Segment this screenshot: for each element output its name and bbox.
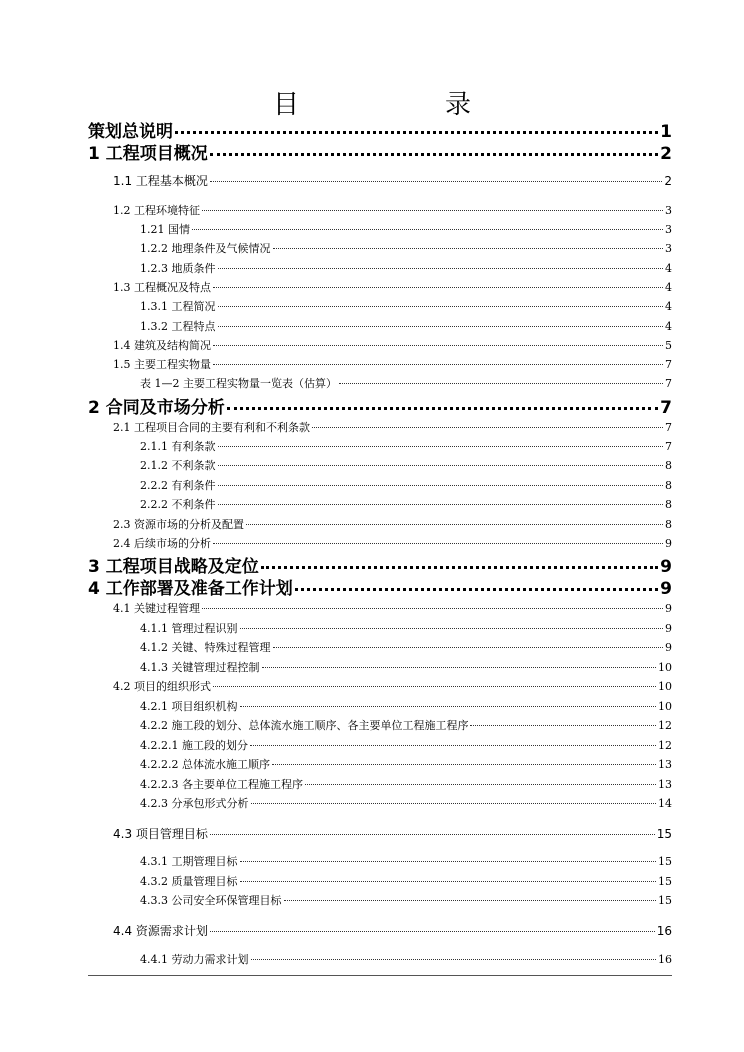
toc-entry-label: 1.1 工程基本概况 (113, 174, 208, 188)
toc-entry[interactable] (140, 776, 672, 792)
toc-entry-label: 2.2.2 不利条件 (140, 497, 216, 511)
toc-entry-label: 4.2.1 项目组织机构 (140, 699, 238, 713)
toc-title: 目 录 (272, 90, 531, 120)
toc-entry[interactable] (140, 639, 672, 655)
toc-entry[interactable] (140, 375, 672, 391)
toc-entry-label: 1.3.2 工程特点 (140, 319, 216, 333)
dot-leader (210, 931, 655, 932)
toc-entry-page: 10 (658, 660, 672, 674)
dot-leader (251, 959, 657, 960)
toc-entry-page: 7 (660, 398, 672, 419)
dot-leader (272, 764, 656, 765)
dot-leader (250, 745, 656, 746)
toc-entry[interactable] (140, 496, 672, 512)
dot-leader (261, 566, 658, 569)
toc-entry-label: 1 工程项目概况 (88, 144, 208, 165)
toc-entry-page: 16 (658, 952, 672, 966)
dot-leader (210, 834, 655, 835)
toc-entry-label: 1.21 国情 (140, 222, 190, 236)
toc-entry[interactable] (113, 356, 672, 372)
toc-entry-label: 2.2.2 有利条件 (140, 478, 216, 492)
toc-entry[interactable] (113, 337, 672, 353)
toc-entry-page: 9 (660, 557, 672, 578)
toc-entry[interactable] (140, 795, 672, 811)
toc-entry-page: 8 (665, 458, 672, 472)
dot-leader (202, 210, 663, 211)
toc-entry-label: 4.3.1 工期管理目标 (140, 854, 238, 868)
toc-entry-label: 4.4 资源需求计划 (113, 924, 208, 938)
dot-leader (240, 861, 657, 862)
dot-leader (218, 504, 664, 505)
toc-entry[interactable] (113, 516, 672, 532)
toc-entry[interactable] (140, 318, 672, 334)
toc-entry-label: 1.2 工程环境特征 (113, 203, 200, 217)
toc-entry[interactable] (113, 535, 672, 551)
toc-entry-label: 3 工程项目战略及定位 (88, 557, 259, 578)
toc-entry-page: 9 (665, 640, 672, 654)
toc-entry-page: 16 (656, 924, 672, 938)
dot-leader (218, 326, 664, 327)
toc-entry[interactable] (113, 172, 672, 189)
dot-leader (240, 628, 664, 629)
toc-entry-label: 4.4.1 劳动力需求计划 (140, 952, 249, 966)
toc-entry-label: 4.1 关键过程管理 (113, 601, 200, 615)
dot-leader (213, 543, 663, 544)
toc-entry-page: 8 (665, 478, 672, 492)
toc-entry-label: 4.3 项目管理目标 (113, 827, 208, 841)
dot-leader (312, 427, 663, 428)
dot-leader (213, 364, 663, 365)
toc-entry-page: 3 (665, 241, 672, 255)
toc-entry-page: 9 (665, 621, 672, 635)
toc-entry-page: 13 (658, 777, 672, 791)
toc-entry-page: 12 (658, 738, 672, 752)
toc-entry[interactable] (140, 951, 672, 967)
dot-leader (218, 268, 664, 269)
toc-entry-page: 13 (658, 757, 672, 771)
toc-entry-label: 2.4 后续市场的分析 (113, 536, 211, 550)
toc-entry-page: 2 (664, 174, 672, 188)
toc-entry[interactable] (140, 221, 672, 237)
toc-entry[interactable] (140, 260, 672, 276)
toc-entry-page: 8 (665, 497, 672, 511)
toc-entry-label: 2.3 资源市场的分析及配置 (113, 517, 244, 531)
toc-entry[interactable] (113, 825, 672, 842)
toc-entry[interactable] (88, 139, 672, 164)
toc-entry[interactable] (140, 737, 672, 753)
dot-leader (213, 686, 656, 687)
toc-entry[interactable] (88, 393, 672, 418)
dot-leader (210, 181, 662, 182)
toc-entry-label: 1.4 建筑及结构简况 (113, 338, 211, 352)
dot-leader (470, 725, 656, 726)
toc-entry-page: 7 (665, 376, 672, 390)
toc-entry[interactable] (140, 438, 672, 454)
toc-entry-page: 9 (665, 536, 672, 550)
toc-entry-page: 2 (660, 144, 672, 165)
toc-entry-page: 14 (658, 796, 672, 810)
toc-entry[interactable] (113, 279, 672, 295)
dot-leader (202, 608, 663, 609)
toc-entry[interactable] (113, 678, 672, 694)
dot-leader (240, 881, 657, 882)
toc-entry-page: 8 (665, 517, 672, 531)
dot-leader (262, 667, 657, 668)
toc-entry[interactable] (140, 298, 672, 314)
dot-leader (305, 784, 656, 785)
toc-entry-label: 2 合同及市场分析 (88, 398, 225, 419)
dot-leader (218, 465, 664, 466)
dot-leader (175, 131, 658, 134)
toc-entry-page: 5 (665, 338, 672, 352)
toc-entry-label: 4.1.2 关键、特殊过程管理 (140, 640, 271, 654)
dot-leader (273, 248, 664, 249)
toc-entry-label: 4.2.3 分承包形式分析 (140, 796, 249, 810)
dot-leader (273, 647, 664, 648)
toc-entry-label: 4.2.2.1 施工段的划分 (140, 738, 248, 752)
toc-entry-page: 15 (658, 854, 672, 868)
toc-entry-label: 4.2.2 施工段的划分、总体流水施工顺序、各主要单位工程施工程序 (140, 718, 469, 732)
toc-entry[interactable] (140, 873, 672, 889)
toc-entry-page: 7 (665, 357, 672, 371)
toc-entry-page: 15 (658, 874, 672, 888)
toc-entry-page: 1 (660, 122, 672, 143)
dot-leader (251, 803, 657, 804)
toc-entry-label: 表 1—2 主要工程实物量一览表（估算） (140, 376, 337, 390)
toc-entry-page: 10 (658, 699, 672, 713)
toc-entry[interactable] (140, 620, 672, 636)
toc-entry-label: 4.2.2.3 各主要单位工程施工程序 (140, 777, 303, 791)
toc-entry-label: 2.1.2 不利条款 (140, 458, 216, 472)
dot-leader (240, 706, 657, 707)
toc-entry[interactable] (140, 659, 672, 675)
toc-entry-label: 4.3.2 质量管理目标 (140, 874, 238, 888)
dot-leader (192, 229, 663, 230)
toc-entry-label: 4.2.2.2 总体流水施工顺序 (140, 757, 270, 771)
dot-leader (218, 446, 664, 447)
footer-divider (88, 975, 672, 976)
dot-leader (210, 153, 658, 156)
toc-entry[interactable] (140, 240, 672, 256)
toc-entry[interactable] (140, 477, 672, 493)
toc-entry[interactable] (140, 698, 672, 714)
toc-entry[interactable] (140, 892, 672, 908)
toc-entry-page: 9 (665, 601, 672, 615)
toc-entry[interactable] (113, 922, 672, 939)
dot-leader (284, 900, 657, 901)
toc-entry-label: 1.3.1 工程简况 (140, 299, 216, 313)
toc-entry-page: 4 (665, 299, 672, 313)
dot-leader (339, 383, 663, 384)
toc-entry-label: 4.1.1 管理过程识别 (140, 621, 238, 635)
toc-entry-page: 9 (660, 579, 672, 600)
dot-leader (295, 588, 658, 591)
toc-entry-page: 10 (658, 679, 672, 693)
dot-leader (213, 345, 663, 346)
toc-entry-label: 1.5 主要工程实物量 (113, 357, 211, 371)
toc-entry-page: 3 (665, 222, 672, 236)
dot-leader (218, 485, 664, 486)
toc-entry[interactable] (113, 419, 672, 435)
toc-entry-page: 12 (658, 718, 672, 732)
toc-entry-label: 4.1.3 关键管理过程控制 (140, 660, 260, 674)
toc-entry[interactable] (88, 574, 672, 599)
toc-entry-page: 7 (665, 420, 672, 434)
toc-entry[interactable] (140, 717, 672, 733)
toc-entry-page: 15 (656, 827, 672, 841)
toc-entry-page: 4 (665, 319, 672, 333)
toc-entry-page: 4 (665, 261, 672, 275)
toc-entry-label: 1.2.3 地质条件 (140, 261, 216, 275)
dot-leader (227, 407, 658, 410)
toc-entry-label: 2.1 工程项目合同的主要有利和不利条款 (113, 420, 310, 434)
toc-entry[interactable] (140, 457, 672, 473)
toc-entry-page: 3 (665, 203, 672, 217)
toc-entry-label: 4 工作部署及准备工作计划 (88, 579, 293, 600)
toc-entry[interactable] (140, 853, 672, 869)
toc-entry-page: 4 (665, 280, 672, 294)
toc-entry[interactable] (140, 756, 672, 772)
toc-entry-label: 2.1.1 有利条款 (140, 439, 216, 453)
toc-entry[interactable] (113, 202, 672, 218)
toc-entry-label: 4.3.3 公司安全环保管理目标 (140, 893, 282, 907)
toc-entry-label: 4.2 项目的组织形式 (113, 679, 211, 693)
toc-entry-page: 15 (658, 893, 672, 907)
dot-leader (213, 287, 663, 288)
toc-entry-label: 1.3 工程概况及特点 (113, 280, 211, 294)
dot-leader (246, 524, 663, 525)
toc-entry[interactable] (113, 600, 672, 616)
dot-leader (218, 306, 664, 307)
toc-entry-page: 7 (665, 439, 672, 453)
toc-entry-label: 策划总说明 (88, 122, 173, 143)
toc-entry-label: 1.2.2 地理条件及气候情况 (140, 241, 271, 255)
